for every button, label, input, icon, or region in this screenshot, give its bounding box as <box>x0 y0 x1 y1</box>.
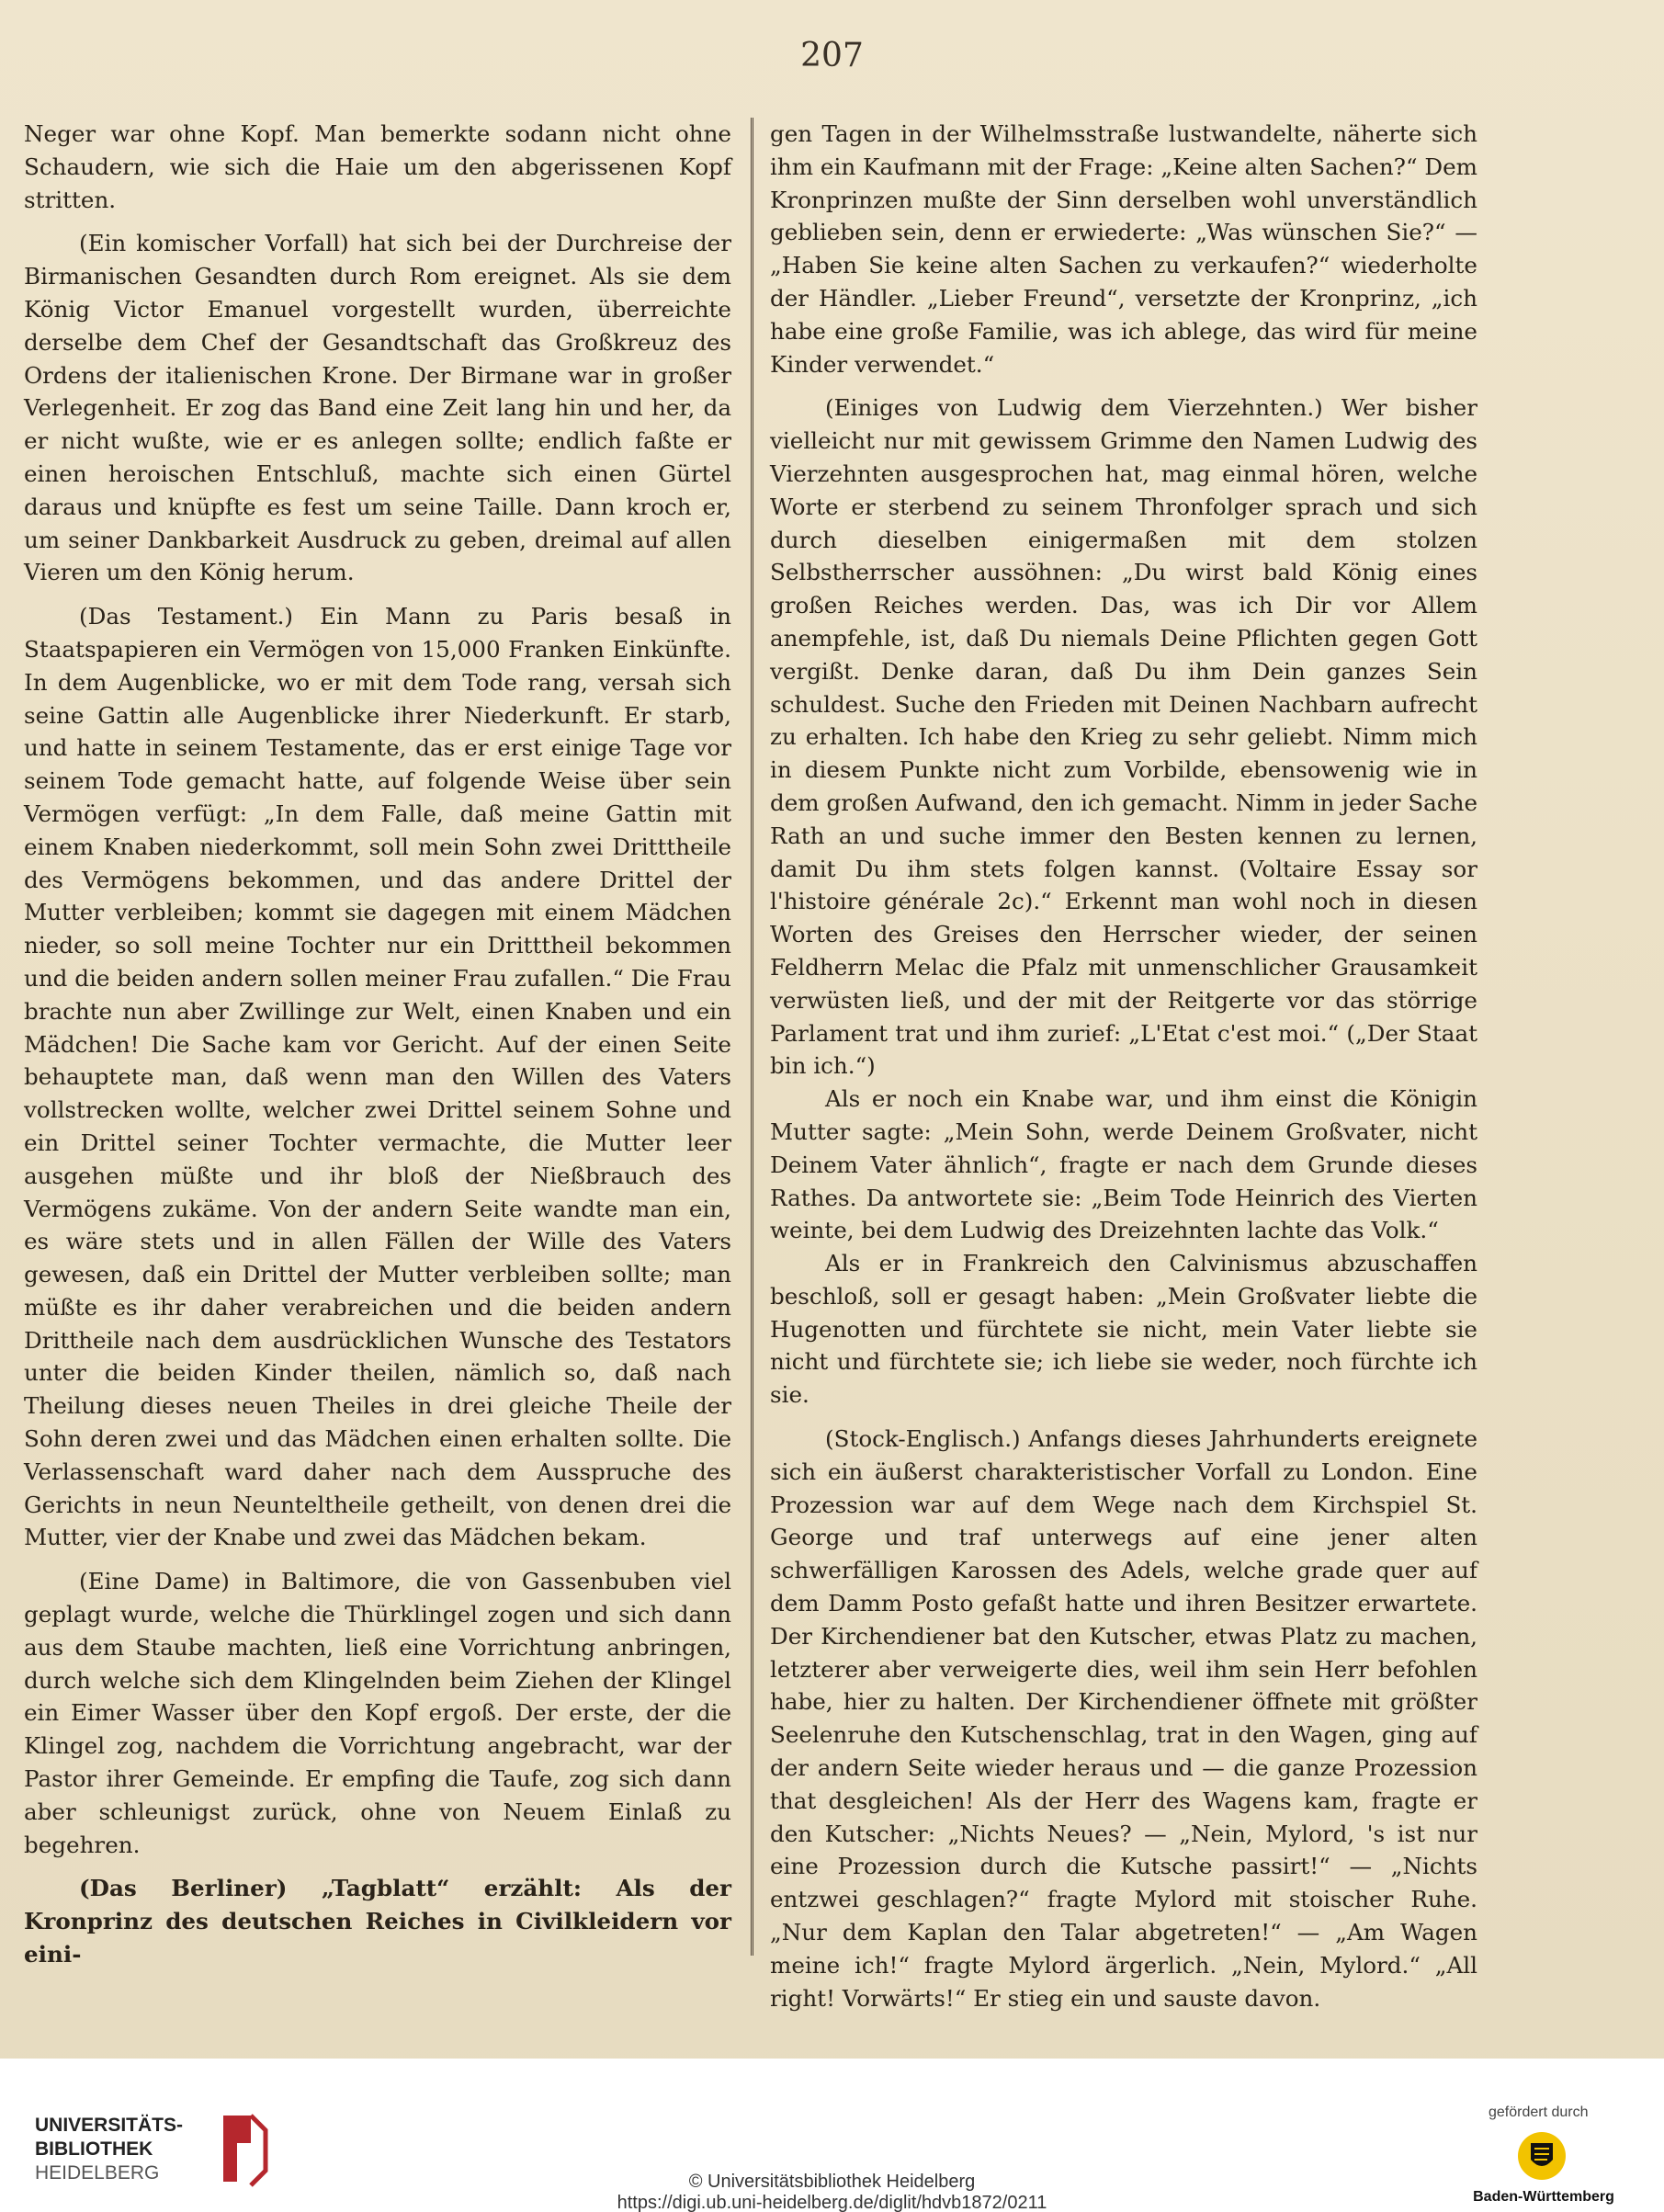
article-paragraph: Neger war ohne Kopf. Man bemerkte sodann nicht ohne Schaudern, wie sich die Haie um den abgerissenen Kopf stritten. <box>24 120 731 213</box>
column-divider <box>751 118 753 1956</box>
viewer-footer <box>0 2059 1664 2212</box>
page-number: 207 <box>800 37 864 74</box>
article-paragraph: Als er in Frankreich den Calvinismus abzuschaffen beschloß, soll er gesagt haben: „Mein Großvater liebte die Hugenotten und fürchtete sie nicht, mein Vater liebte sie nicht und fürchtete sie; ich liebe sie weder, noch fürchte ich sie. <box>770 1250 1477 1409</box>
article-paragraph: Als er noch ein Knabe war, und ihm einst die Königin Mutter sagte: „Mein Sohn, werde Deinem Großvater, nicht Deinem Vater ähnlich“, fragte er nach dem Grunde dieses Rathes. Da antwortete sie: „Beim Tode Heinrich des Vierten weinte, bei dem Ludwig des Dreizehnten lachte das Volk.“ <box>770 1085 1477 1244</box>
article-paragraph: (Das Berliner) „Tagblatt“ erzählt: Als der Kronprinz des deutschen Reiches in Civilkleidern vor eini- <box>24 1875 731 1968</box>
right-column <box>770 118 1477 2025</box>
copyright-text: © Universitätsbibliothek Heidelberg <box>688 2172 976 2192</box>
sponsor-label: gefördert durch <box>1489 2104 1589 2120</box>
library-name-line3: HEIDELBERG <box>35 2162 160 2184</box>
library-name-line1: UNIVERSITÄTS- <box>35 2115 184 2136</box>
sponsor-block <box>1452 2104 1636 2206</box>
article-paragraph: gen Tagen in der Wilhelmsstraße lustwandelte, näherte sich ihm ein Kaufmann mit der Frage: „Keine alten Sachen?“ Dem Kronprinzen mußte der Sinn derselben wohl unverständlich geblieben sein, denn er erwiederte: „Was wünschen Sie?“ — „Haben Sie keine alten Sachen zu verkaufen?“ wiederholte der Händler. „Lieber Freund“, versetzte der Kronprinz, „ich habe eine große Familie, was ich ablege, das wird für meine Kinder verwendet.“ <box>770 120 1477 378</box>
article-paragraph: (Stock-Englisch.) Anfangs dieses Jahrhunderts ereignete sich ein äußerst charakteristischer Vorfall zu London. Eine Prozession war auf dem Wege nach dem Kirchspiel St. George und traf unterwegs auf eine jener alten schwerfälligen Karossen des Adels, welche grade quer auf dem Damm Posto gefaßt hatte und ihren Besitzer erwartete. Der Kirchendiener bat den Kutscher, etwas Platz zu machen, letzterer aber verweigerte dies, weil ihm sein Herr befohlen habe, hier zu halten. Der Kirchendiener öffnete mit größter Seelenruhe den Kutschenschlag, trat in den Wagen, ging auf der andern Seite wieder heraus und — die ganze Prozession that desgleichen! Als der Herr des Wagens kam, fragte er den Kutscher: „Nichts Neues? — „Nein, Mylord, 's ist nur eine Prozession durch die Kutsche passirt!“ — „Nichts entzwei geschlagen?“ fragte Mylord mit stoischer Ruhe. „Nur dem Kaplan den Talar abgetreten!“ — „Am Wagen meine ich!“ fragte Mylord ärgerlich. „Nein, Mylord.“ „All right! Vorwärts!“ Er stieg ein und sauste davon. <box>770 1425 1477 2012</box>
permalink-url[interactable]: https://digi.ub.uni-heidelberg.de/diglit/hdvb1872/0211 <box>617 2193 1047 2212</box>
article-paragraph: (Ein komischer Vorfall) hat sich bei der Durchreise der Birmanischen Gesandten durch Rom ereignet. Als sie dem König Victor Emanuel vorgestellt wurden, überreichte derselbe dem Chef der Gesandtschaft das Großkreuz des Ordens der italienischen Krone. Der Birmane war in großer Verlegenheit. Er zog das Band eine Zeit lang hin und her, da er nicht wußte, wie er es anlegen sollte; endlich faßte er einen heroischen Entschluß, machte sich einen Gürtel daraus und knüpfte es fest um seine Taille. Dann kroch er, um seiner Dankbarkeit Ausdruck zu geben, dreimal auf allen Vieren um den König herum. <box>24 230 731 586</box>
article-paragraph: (Einiges von Ludwig dem Vierzehnten.) Wer bisher vielleicht nur mit gewissem Grimme den Namen Ludwig des Vierzehnten ausgesprochen hat, mag einmal hören, welche Worte er sterbend zu seinem Thronfolger sprach und sich durch dieselben einigermaßen mit dem stolzen Selbstherrscher aussöhnen: „Du wirst bald König eines großen Reiches werden. Das, was ich Dir vor Allem anempfehle, ist, daß Du niemals Deine Pflichten gegen Gott vergißt. Denke daran, daß Du ihm Dein ganzes Sein schuldest. Suche den Frieden mit Deinen Nachbarn aufrecht zu erhalten. Ich habe den Krieg zu sehr geliebt. Nimm mich in diesem Punkte nicht zum Vorbilde, ebensowenig wie in dem großen Aufwand, den ich gemacht. Nimm in jeder Sache Rath an und suche immer den Besten kennen zu lernen, damit Du ihm stets folgen kannst. (Voltaire Essay sor l'histoire générale 2c).“ Erkennt man wohl noch in diesen Worten des Greises den Herrscher wieder, der seinen Feldherrn Melac die Pfalz mit unmenschlicher Grausamkeit verwüsten ließ, und der mit der Reitgerte vor das störrige Parlament trat und ihm zurief: „L'Etat c'est moi.“ („Der Staat bin ich.“) <box>770 394 1477 1080</box>
library-name-line2: BIBLIOTHEK <box>35 2138 153 2160</box>
article-paragraph: (Eine Dame) in Baltimore, die von Gassenbuben viel geplagt wurde, welche die Thürklingel zogen und sich dann aus dem Staube machten, ließ eine Vorrichtung anbringen, durch welche sich dem Klingelnden beim Ziehen der Klingel ein Eimer Wasser über den Kopf ergoß. Der erste, der die Klingel zog, nachdem die Vorrichtung angebracht, war der Pastor ihrer Gemeinde. Er empfing die Taufe, zog sich dann aber schleunigst zurück, ohne von Neuem Einlaß zu begehren. <box>24 1568 731 1858</box>
left-column <box>24 118 731 1982</box>
sponsor-name: Baden-Württemberg <box>1473 2189 1614 2205</box>
article-paragraph: (Das Testament.) Ein Mann zu Paris besaß in Staatspapieren ein Vermögen von 15,000 Franken Einkünfte. In dem Augenblicke, wo er mit dem Tode rang, versah sich seine Gattin alle Augenblicke ihrer Niederkunft. Er starb, und hatte in seinem Testamente, das er erst einige Tage vor seinem Tode gemacht hatte, auf folgende Weise über sein Vermögen verfügt: „In dem Falle, daß meine Gattin mit einem Knaben niederkommt, soll mein Sohn zwei Dritttheile des Vermögens bekommen, und das andere Drittel der Mutter verbleiben; kommt sie dagegen mit einem Mädchen nieder, so soll meine Tochter nur ein Dritttheil bekommen und die beiden andern sollen meiner Frau zufallen.“ Die Frau brachte nun aber Zwillinge zur Welt, einen Knaben und ein Mädchen! Die Sache kam vor Gericht. Auf der einen Seite behauptete man, daß wenn man den Willen des Vaters vollstrecken wollte, welcher zwei Drittel seinem Sohne und ein Drittel seiner Tochter vermachte, die Mutter leer ausgehen müßte und ihr bloß der Nießbrauch des Vermögens zukäme. Von der andern Seite wandte man ein, es wäre stets und in allen Fällen der Wille des Vaters gewesen, daß ein Drittel der Mutter verbleiben sollte; man müßte es ihr daher verabreichen und die beiden andern Drittheile nach dem ausdrücklichen Wunsche des Testators unter die beiden Kinder theilen, nämlich so, daß nach Theilung dieses neuen Theiles in drei gleiche Theile der Sohn deren zwei und das Mädchen einen erhalten sollte. Die Verlassenschaft ward daher nach dem Ausspruche des Gerichts in neun Neunteltheile getheilt, von denen drei die Mutter, vier der Knabe und zwei das Mädchen bekam. <box>24 603 731 1551</box>
state-coat-of-arms-icon <box>1516 2130 1568 2182</box>
